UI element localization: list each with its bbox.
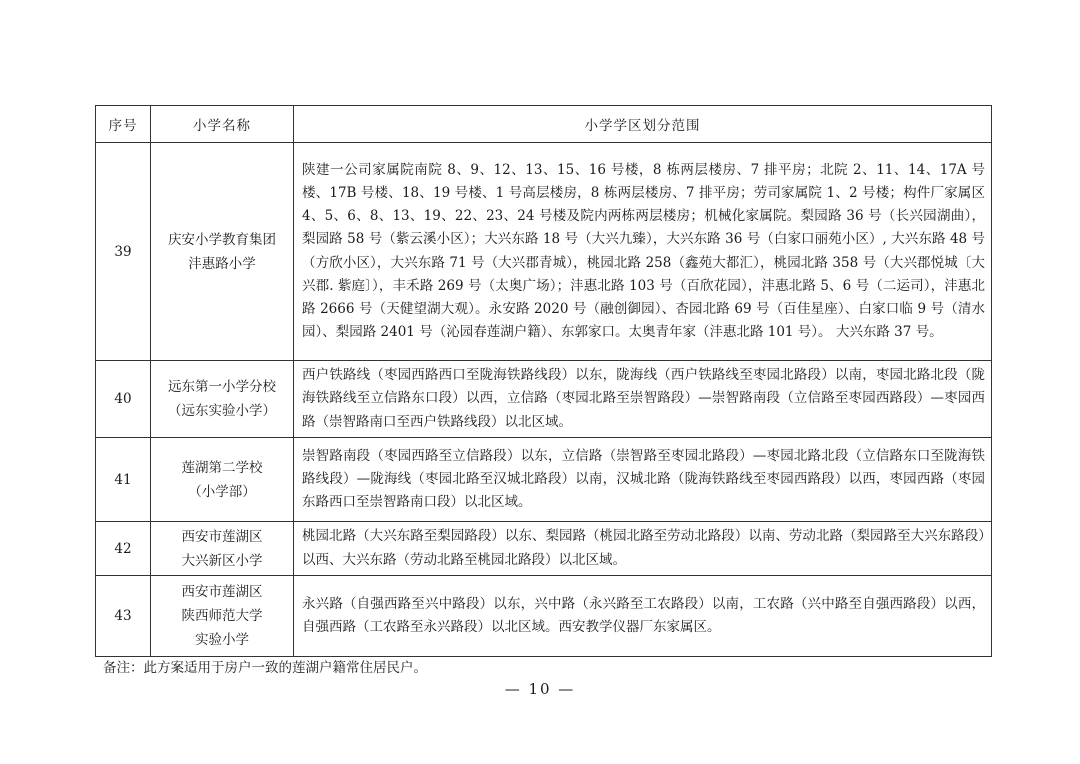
school-district-table [95,105,992,657]
row-number: 41 [96,438,151,522]
school-name [151,438,294,522]
school-name [151,522,294,576]
table-footnote: 备注：此方案适用于房户一致的莲湖户籍常住居民户。 [103,660,427,676]
school-name-line: 庆安小学教育集团 [168,231,276,248]
school-name-line: 莲湖第二学校 [181,459,263,476]
row-number: 42 [96,522,151,576]
school-name-line: 西安市莲湖区 [181,528,263,545]
district-scope: 崇智路南段（枣园西路至立信路段）以东，立信路（崇智路至枣园北路段）—枣园北路北段（立信路东口至陇海铁路线段）—陇海线（枣园北路至汉城北路段）以南，汉城北路（陇海铁路线至枣园西路段）以西，枣园西路（枣园东路西口至崇智路南口段）以北区域。 [294,438,992,522]
page-number: — 10 — [504,680,576,698]
school-name-line: （小学部） [188,483,256,500]
table-header-row [96,106,992,143]
table-row [96,522,992,576]
school-name-line: 远东第一小学分校 [168,379,276,395]
district-scope: 桃园北路（大兴东路至梨园路段）以东、梨园路（桃园北路至劳动北路段）以南、劳动北路（梨园路至大兴东路段）以西、大兴东路（劳动北路至桃园北路段）以北区域。 [294,522,992,576]
school-name-line: 沣惠路小学 [188,255,256,272]
district-scope: 永兴路（自强西路至兴中路段）以东，兴中路（永兴路至工农路段）以南，工农路（兴中路至自强西路段）以西，自强西路（工农路至永兴路段）以北区域。西安教学仪器厂东家属区。 [294,576,992,657]
school-name-line: 大兴新区小学 [181,552,263,569]
school-name [151,361,294,438]
header-school-name: 小学名称 [151,106,294,143]
district-scope: 陕建一公司家属院南院 8、9、12、13、15、16 号楼，8 栋两层楼房、7 排平房；北院 2、11、14、17A 号楼、17B 号楼、18、19 号楼、1 号高层楼房，8 栋两层楼房、7 排平房；劳司家属院 1、2 号楼；构件厂家属区 4、5、6、8、13、19、22、23、24 号楼及院内两栋两层楼房；机械化家属院。梨园路 36 号（长兴园湖曲），梨园路 58 号（紫云溪小区）；大兴东路 18 号（大兴九臻），大兴东路 36 号（白家口丽苑小区）, 大兴东路 48 号（方欣小区），大兴东路 71 号（大兴郡青城），桃园北路 258（鑫苑大都汇），桃园北路 358 号（大兴郡悦城〔大兴郡. 紫庭〕），丰禾路 269 号（太奥广场）；沣惠北路 103 号（百欣花园），沣惠北路 5、6 号（二运司），沣惠北路 2666 号（天健望湖大观）。永安路 2020 号（融创御园）、杏园北路 69 号（百佳星座）、白家口临 9 号（清水园）、梨园路 2401 号（沁园春莲湖户籍）、东郭家口。太奥青年家（沣惠北路 101 号）。 大兴东路 37 号。 [294,143,992,361]
school-name [151,143,294,361]
row-number: 43 [96,576,151,657]
table-row [96,361,992,438]
district-scope: 西户铁路线（枣园西路西口至陇海铁路线段）以东，陇海线（西户铁路线至枣园北路段）以南，枣园北路北段（陇海铁路线至立信路东口段）以西，立信路（枣园北路至崇智路段）—崇智路南段（立信路至枣园西路段）—枣园西路（崇智路南口至西户铁路线段）以北区域。 [294,361,992,438]
table-row [96,143,992,361]
table-row [96,576,992,657]
row-number: 39 [96,143,151,361]
school-name-line: 陕西师范大学 [181,608,263,624]
document-page [95,105,991,657]
header-district-scope: 小学学区划分范围 [294,106,992,143]
school-name-line: 西安市莲湖区 [181,584,263,600]
table-row [96,438,992,522]
header-number: 序号 [96,106,151,143]
row-number: 40 [96,361,151,438]
school-name-line: 实验小学 [195,632,249,648]
school-name [151,576,294,657]
school-name-line: （远东实验小学） [168,403,276,419]
